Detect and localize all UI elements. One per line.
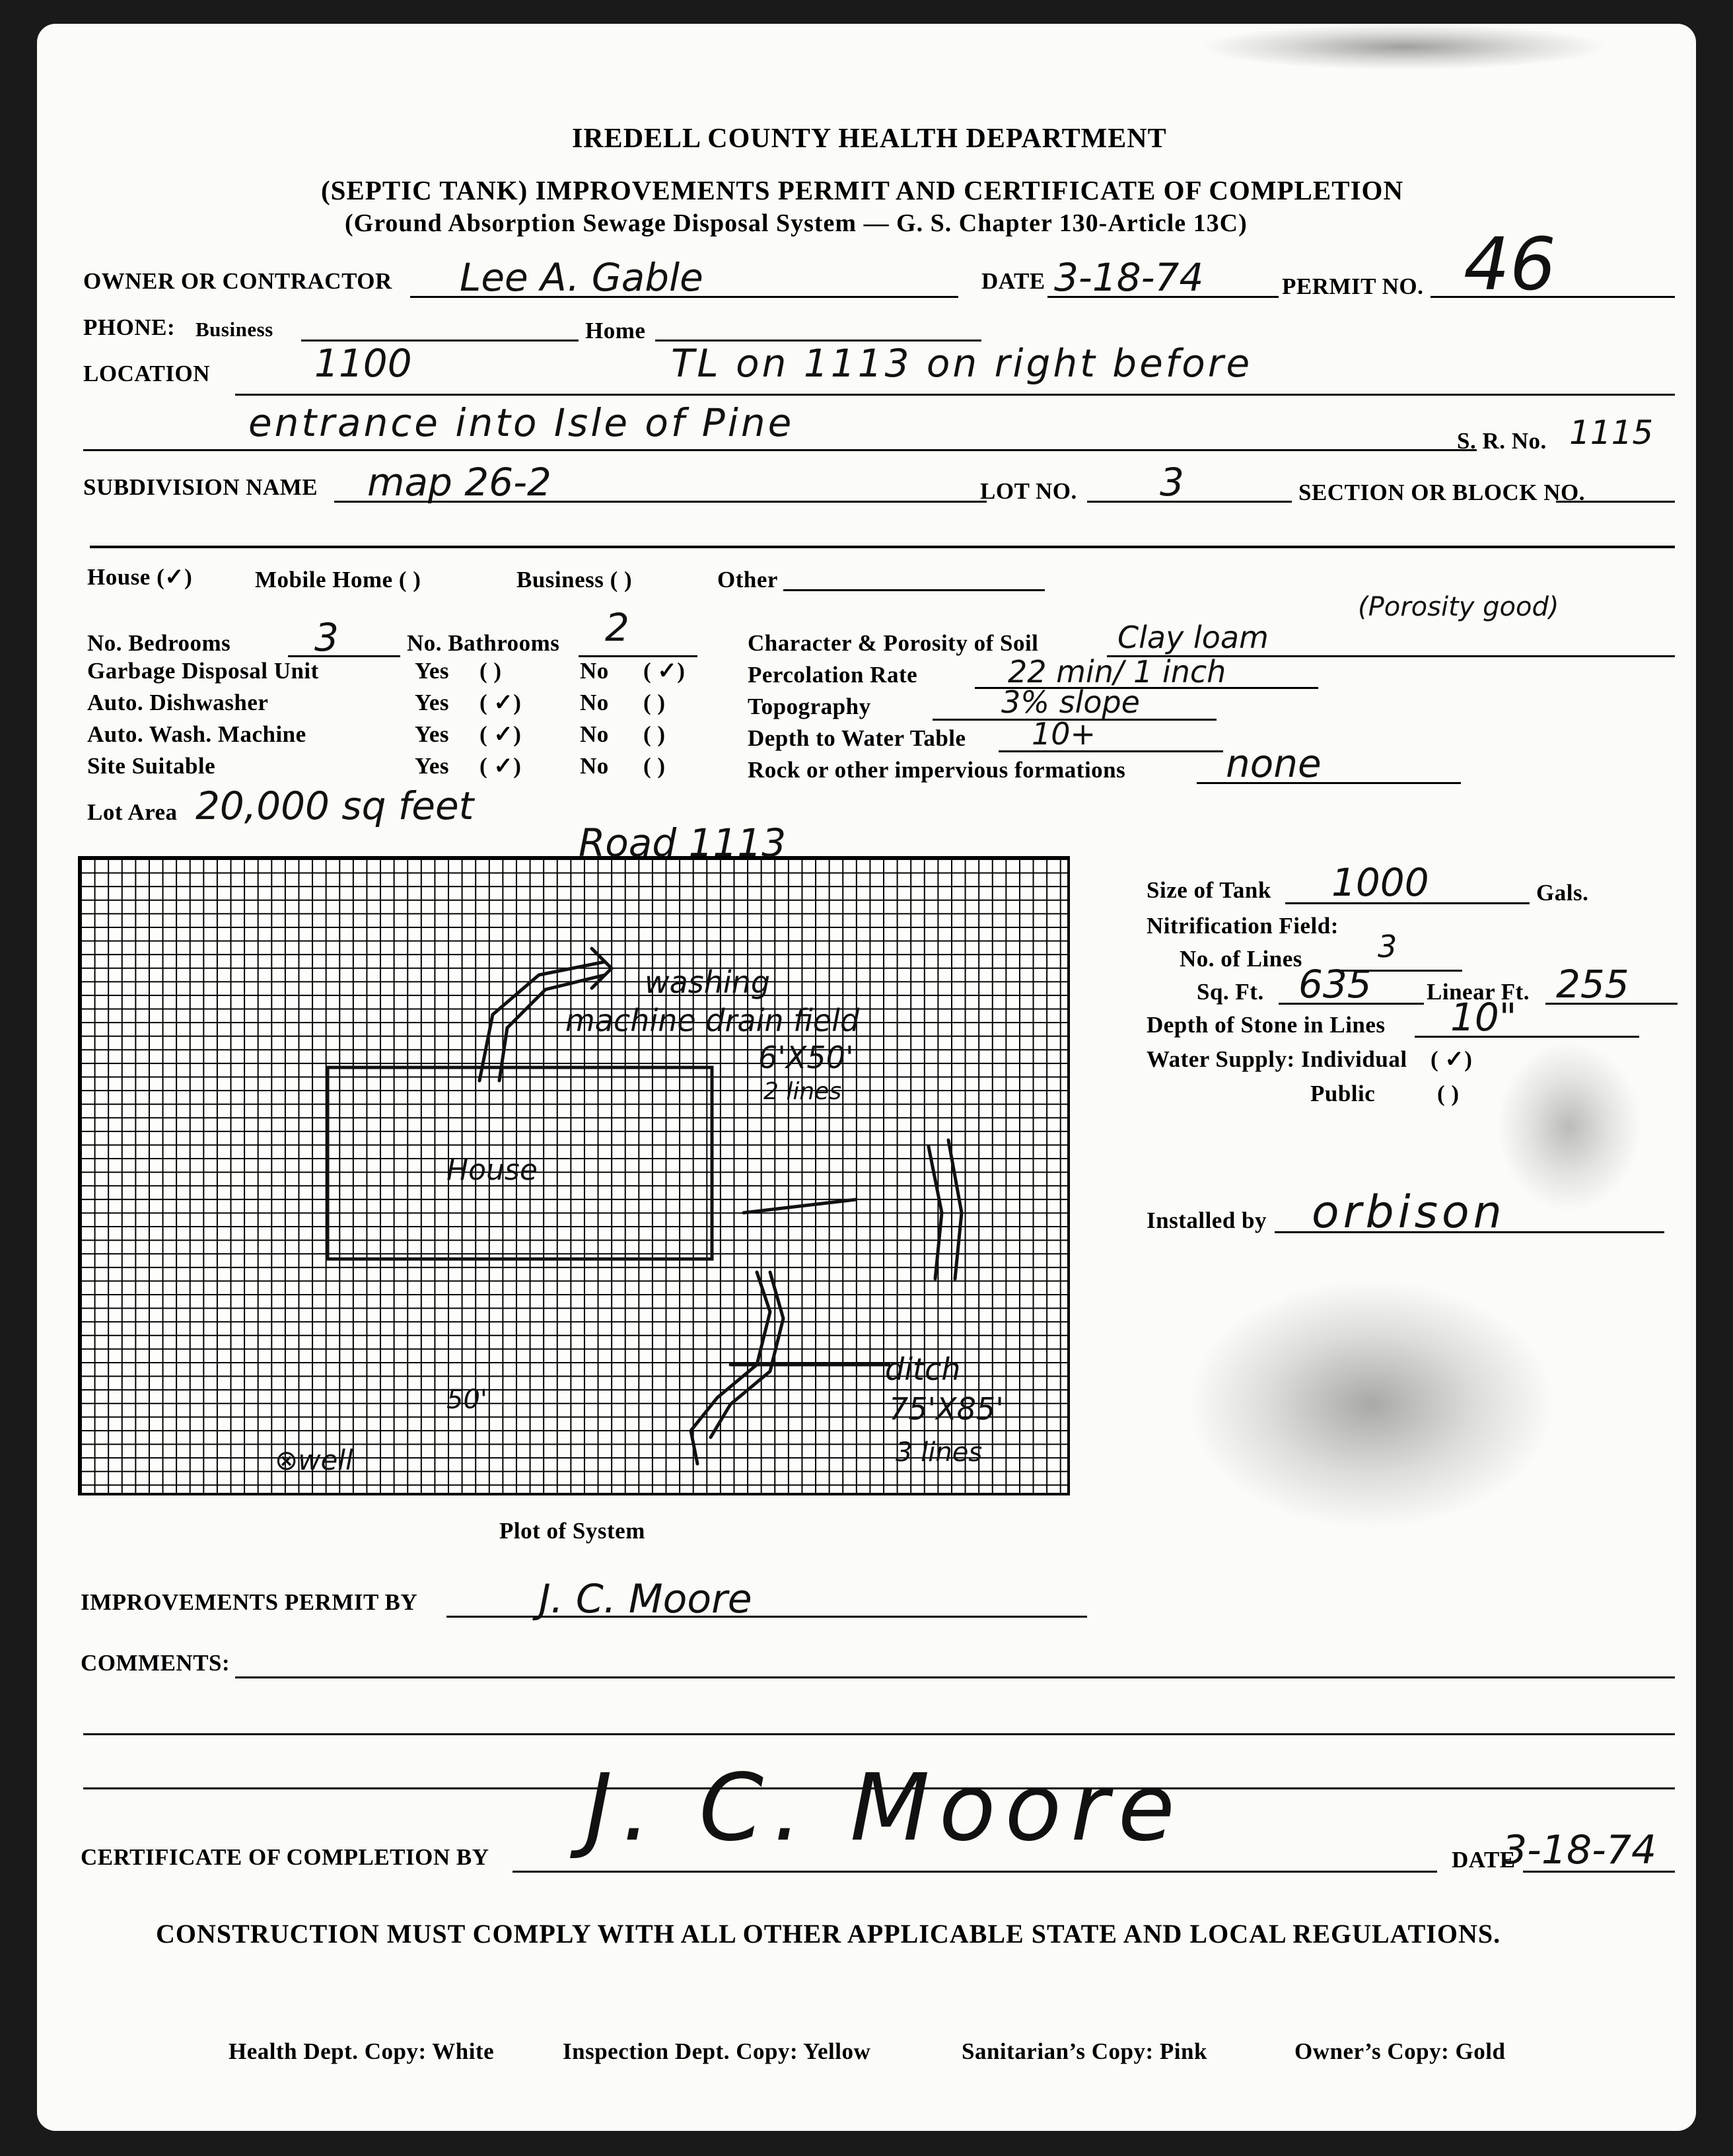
soil-character-value: Clay loam (1117, 620, 1269, 655)
date-value: 3-18-74 (1054, 255, 1204, 300)
location-value-a: 1100 (314, 341, 412, 386)
form-title: (SEPTIC TANK) IMPROVEMENTS PERMIT AND CERTIFICATE OF COMPLETION (321, 175, 1404, 205)
form-subtitle: (Ground Absorption Sewage Disposal System — G. S. Chapter 130-Article 13C) (345, 209, 1248, 237)
lines-value: 3 (1378, 929, 1397, 964)
plot-washing-4: 2 lines (763, 1078, 842, 1105)
bathrooms-label: No. Bathrooms (407, 630, 560, 656)
certificate-date-label: DATE (1452, 1847, 1516, 1873)
checklist-no-label: No (580, 753, 609, 779)
location-label: LOCATION (83, 361, 210, 386)
checklist-dishwasher-no: ( ) (643, 690, 666, 715)
checklist-washer-label: Auto. Wash. Machine (87, 721, 306, 747)
plot-house-label: House (446, 1153, 538, 1187)
soil-character-label: Character & Porosity of Soil (748, 630, 1039, 656)
checklist-site-label: Site Suitable (87, 753, 216, 779)
plot-road-label: Road 1113 (579, 820, 787, 865)
department-title: IREDELL COUNTY HEALTH DEPARTMENT (572, 124, 1167, 154)
lot-label: LOT NO. (980, 478, 1077, 504)
phone-label: PHONE: (83, 314, 176, 340)
business-option: Business ( ) (516, 567, 633, 593)
scan-noise (1199, 24, 1609, 70)
subdivision-label: SUBDIVISION NAME (83, 474, 318, 500)
compliance-notice: CONSTRUCTION MUST COMPLY WITH ALL OTHER APPLICABLE STATE AND LOCAL REGULATIONS. (156, 1919, 1501, 1949)
checklist-garbage-no: ( ✓) (643, 658, 686, 684)
plot-distance: 50' (446, 1384, 487, 1415)
plot-caption: Plot of System (499, 1518, 645, 1544)
certificate-label: CERTIFICATE OF COMPLETION BY (81, 1844, 489, 1870)
soil-water-table-label: Depth to Water Table (748, 725, 966, 751)
sqft-value: 635 (1298, 962, 1372, 1007)
owner-value: Lee A. Gable (460, 255, 703, 300)
depth-stone-value: 10" (1450, 995, 1517, 1040)
sr-value: 1115 (1569, 413, 1654, 452)
mobile-home-option: Mobile Home ( ) (255, 567, 421, 593)
checklist-yes-label: Yes (415, 690, 450, 715)
checklist-dishwasher-label: Auto. Dishwasher (87, 690, 269, 715)
water-individual-mark: ( ✓) (1431, 1046, 1473, 1072)
plot-ditch-3: 3 lines (896, 1437, 983, 1468)
other-option: Other (717, 567, 778, 593)
plot-ditch-1: ditch (885, 1351, 961, 1387)
house-option: House (✓) (87, 564, 193, 590)
certificate-signature: J. C. Moore (585, 1754, 1184, 1862)
permit-number-handwritten: 46 (1464, 222, 1556, 306)
sr-label: S. R. No. (1457, 428, 1547, 454)
nitrification-label: Nitrification Field: (1147, 913, 1339, 939)
copy-sanitarian: Sanitarian’s Copy: Pink (962, 2038, 1207, 2064)
water-public-mark: ( ) (1437, 1081, 1460, 1106)
checklist-no-label: No (580, 658, 609, 684)
subdivision-value: map 26-2 (367, 460, 551, 505)
tank-size-value: 1000 (1331, 860, 1429, 905)
lot-value: 3 (1160, 460, 1184, 505)
lot-area-value: 20,000 sq feet (195, 783, 474, 828)
lot-area-label: Lot Area (87, 799, 178, 825)
checklist-site-no: ( ) (643, 753, 666, 779)
soil-water-table-value: 10+ (1032, 716, 1096, 752)
permit-label: PERMIT NO. (1282, 273, 1424, 299)
installed-value: orbison (1312, 1186, 1506, 1239)
copy-inspection: Inspection Dept. Copy: Yellow (563, 2038, 871, 2064)
water-supply-label: Water Supply: Individual (1147, 1046, 1407, 1072)
bedrooms-label: No. Bedrooms (87, 630, 231, 656)
tank-gals-label: Gals. (1536, 880, 1589, 906)
scan-noise (1497, 1041, 1642, 1213)
lines-label: No. of Lines (1180, 946, 1302, 972)
checklist-garbage-label: Garbage Disposal Unit (87, 658, 319, 684)
improvements-label: IMPROVEMENTS PERMIT BY (81, 1589, 418, 1615)
permit-form (37, 24, 1696, 2131)
phone-home-label: Home (585, 318, 646, 343)
location-value-b: TL on 1113 on right before (671, 341, 1253, 386)
checklist-site-yes: ( ✓) (479, 753, 522, 779)
checklist-no-label: No (580, 721, 609, 747)
checklist-yes-label: Yes (415, 721, 450, 747)
linear-label: Linear Ft. (1427, 979, 1530, 1005)
copy-health: Health Dept. Copy: White (229, 2038, 495, 2064)
bedrooms-value: 3 (314, 615, 339, 660)
plot-well: ⊗well (275, 1444, 353, 1476)
checklist-yes-label: Yes (415, 658, 450, 684)
improvements-signature: J. C. Moore (539, 1576, 752, 1622)
owner-label: OWNER OR CONTRACTOR (83, 268, 392, 294)
checklist-dishwasher-yes: ( ✓) (479, 690, 522, 715)
section-label: SECTION OR BLOCK NO. (1298, 480, 1585, 505)
depth-stone-label: Depth of Stone in Lines (1147, 1012, 1386, 1038)
checklist-garbage-yes: ( ) (479, 658, 502, 684)
comments-label: COMMENTS: (81, 1650, 230, 1676)
date-label: DATE (981, 268, 1045, 294)
soil-topography-value: 3% slope (1001, 684, 1140, 720)
bathrooms-value: 2 (605, 605, 629, 650)
soil-rock-value: none (1226, 741, 1322, 786)
certificate-date-value: 3-18-74 (1502, 1827, 1657, 1873)
plot-ditch-2: 75'X85' (889, 1391, 1004, 1427)
copy-owner: Owner’s Copy: Gold (1294, 2038, 1506, 2064)
plot-washing-2: machine drain field (565, 1003, 860, 1038)
soil-note: (Porosity good) (1358, 592, 1559, 622)
sqft-label: Sq. Ft. (1197, 979, 1264, 1005)
soil-rock-label: Rock or other impervious formations (748, 757, 1126, 783)
comments-line-1 (235, 1676, 1675, 1678)
linear-value: 255 (1556, 962, 1629, 1007)
scan-noise (1186, 1279, 1556, 1530)
tank-size-label: Size of Tank (1147, 877, 1271, 903)
water-public-label: Public (1310, 1081, 1376, 1106)
checklist-no-label: No (580, 690, 609, 715)
soil-percolation-label: Percolation Rate (748, 662, 918, 688)
plot-washing-3: 6'X50' (758, 1040, 854, 1075)
plot-washing-1: washing (645, 964, 771, 1000)
soil-topography-label: Topography (748, 694, 871, 719)
installed-label: Installed by (1147, 1207, 1267, 1233)
comments-line-2 (83, 1733, 1675, 1735)
location-value-line2: entrance into Isle of Pine (248, 400, 795, 445)
depth-stone-line (1415, 1036, 1639, 1038)
phone-business-label: Business (195, 318, 273, 341)
certificate-line (513, 1871, 1437, 1873)
checklist-yes-label: Yes (415, 753, 450, 779)
soil-percolation-value: 22 min/ 1 inch (1008, 654, 1226, 690)
checklist-washer-no: ( ) (643, 721, 666, 747)
checklist-washer-yes: ( ✓) (479, 721, 522, 747)
